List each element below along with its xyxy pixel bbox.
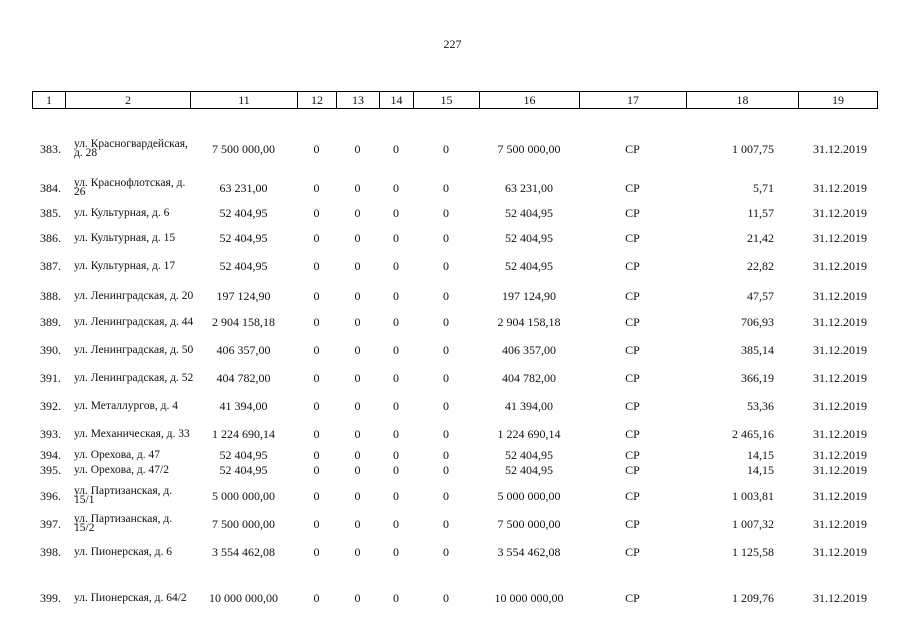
col-16-cell: 404 782,00 — [502, 370, 556, 385]
col-14-cell: 0 — [393, 288, 399, 303]
row-number: 397. — [40, 516, 61, 531]
col-17-cell: СР — [625, 180, 640, 195]
address-cell: ул. Ленинградская, д. 20 — [74, 289, 194, 302]
address-cell: ул. Ленинградская, д. 50 — [74, 343, 194, 356]
col-13-cell: 0 — [354, 516, 361, 531]
col-17-cell: СР — [625, 314, 640, 329]
col-18-cell: 1 003,81 — [732, 488, 774, 503]
col-14-cell: 0 — [393, 230, 399, 245]
table-row — [32, 226, 877, 250]
col-11-cell: 41 394,00 — [219, 398, 268, 413]
col-15-cell: 0 — [443, 230, 449, 245]
col-18-cell: 1 007,75 — [732, 141, 774, 156]
col-11-cell: 3 554 462,08 — [212, 544, 275, 559]
col-15-cell: 0 — [443, 370, 449, 385]
col-12-cell: 0 — [313, 426, 320, 441]
col-17-cell: СР — [625, 516, 640, 531]
col-15-cell: 0 — [443, 447, 449, 462]
col-11-cell: 52 404,95 — [219, 462, 268, 477]
col-19-cell: 31.12.2019 — [813, 258, 867, 273]
address-cell: ул. Партизанская, д. 15/2 — [74, 513, 173, 534]
table-row — [32, 482, 877, 510]
col-12-cell: 0 — [313, 590, 320, 605]
col-17-cell: СР — [625, 342, 640, 357]
col-11-cell: 7 500 000,00 — [212, 141, 275, 156]
row-number: 393. — [40, 426, 61, 441]
address-cell: ул. Краснофлотская, д. 26 — [74, 177, 186, 198]
col-13-cell: 0 — [354, 141, 361, 156]
col-13-cell: 0 — [354, 488, 361, 503]
address-cell: ул. Партизанская, д. 15/1 — [74, 485, 173, 506]
col-14-cell: 0 — [393, 258, 399, 273]
col-13-cell: 0 — [354, 398, 361, 413]
col-14-cell: 0 — [393, 488, 399, 503]
address-cell: ул. Ленинградская, д. 52 — [74, 371, 194, 384]
col-17-cell: СР — [625, 488, 640, 503]
col-19-cell: 31.12.2019 — [813, 426, 867, 441]
col-18-cell: 1 007,32 — [732, 516, 774, 531]
col-15-cell: 0 — [443, 590, 449, 605]
table-row — [32, 463, 877, 477]
row-number: 392. — [40, 398, 61, 413]
col-18-cell: 47,57 — [747, 288, 774, 303]
col-11-cell: 63 231,00 — [219, 180, 268, 195]
column-header: 14 — [380, 92, 414, 109]
col-18-cell: 14,15 — [747, 462, 774, 477]
col-19-cell: 31.12.2019 — [813, 314, 867, 329]
col-12-cell: 0 — [313, 230, 320, 245]
col-17-cell: СР — [625, 141, 640, 156]
address-cell: ул. Культурная, д. 6 — [74, 206, 170, 219]
col-18-cell: 14,15 — [747, 447, 774, 462]
col-15-cell: 0 — [443, 258, 449, 273]
table-row — [32, 308, 877, 336]
col-16-cell: 5 000 000,00 — [497, 488, 561, 503]
col-14-cell: 0 — [393, 426, 399, 441]
row-number: 395. — [40, 462, 61, 477]
col-11-cell: 52 404,95 — [219, 205, 268, 220]
column-header: 12 — [298, 92, 337, 109]
col-15-cell: 0 — [443, 488, 449, 503]
col-12-cell: 0 — [313, 488, 320, 503]
col-18-cell: 21,42 — [747, 230, 774, 245]
col-16-cell: 406 357,00 — [502, 342, 556, 357]
column-header: 1 — [33, 92, 66, 109]
column-header: 13 — [337, 92, 380, 109]
col-13-cell: 0 — [354, 314, 361, 329]
col-19-cell: 31.12.2019 — [813, 230, 867, 245]
col-17-cell: СР — [625, 288, 640, 303]
row-number: 391. — [40, 370, 61, 385]
col-15-cell: 0 — [443, 342, 449, 357]
col-15-cell: 0 — [443, 288, 449, 303]
address-cell: ул. Орехова, д. 47 — [74, 448, 161, 461]
table-row — [32, 205, 877, 221]
table-row — [32, 392, 877, 420]
col-17-cell: СР — [625, 230, 640, 245]
col-13-cell: 0 — [354, 205, 361, 220]
row-number: 387. — [40, 258, 61, 273]
col-14-cell: 0 — [393, 370, 399, 385]
table-row — [32, 282, 877, 310]
table-row — [32, 510, 877, 538]
col-12-cell: 0 — [313, 447, 320, 462]
col-19-cell: 31.12.2019 — [813, 141, 867, 156]
col-17-cell: СР — [625, 544, 640, 559]
col-19-cell: 31.12.2019 — [813, 447, 867, 462]
row-number: 386. — [40, 230, 61, 245]
row-number: 389. — [40, 314, 61, 329]
row-number: 394. — [40, 447, 61, 462]
address-cell: ул. Механическая, д. 33 — [74, 427, 190, 440]
col-14-cell: 0 — [393, 398, 399, 413]
col-14-cell: 0 — [393, 590, 399, 605]
col-16-cell: 52 404,95 — [505, 462, 553, 477]
col-16-cell: 197 124,90 — [502, 288, 556, 303]
col-16-cell: 1 224 690,14 — [497, 426, 561, 441]
col-16-cell: 52 404,95 — [505, 258, 553, 273]
col-16-cell: 52 404,95 — [505, 447, 553, 462]
col-16-cell: 3 554 462,08 — [497, 544, 561, 559]
col-18-cell: 22,82 — [747, 258, 774, 273]
col-11-cell: 52 404,95 — [219, 447, 268, 462]
col-15-cell: 0 — [443, 516, 449, 531]
col-14-cell: 0 — [393, 314, 399, 329]
col-12-cell: 0 — [313, 370, 320, 385]
col-16-cell: 52 404,95 — [505, 230, 553, 245]
table-row — [32, 448, 877, 462]
row-number: 390. — [40, 342, 61, 357]
col-12-cell: 0 — [313, 258, 320, 273]
address-cell: ул. Орехова, д. 47/2 — [74, 463, 169, 476]
column-header: 11 — [191, 92, 298, 109]
column-header-row — [33, 92, 878, 109]
col-11-cell: 52 404,95 — [219, 258, 268, 273]
table-row — [32, 538, 877, 566]
col-15-cell: 0 — [443, 426, 449, 441]
address-cell: ул. Культурная, д. 15 — [74, 231, 176, 244]
page-number: 227 — [443, 37, 462, 51]
col-17-cell: СР — [625, 398, 640, 413]
col-19-cell: 31.12.2019 — [813, 205, 867, 220]
col-17-cell: СР — [625, 590, 640, 605]
table-row — [32, 364, 877, 392]
col-13-cell: 0 — [354, 258, 361, 273]
col-19-cell: 31.12.2019 — [813, 462, 867, 477]
address-cell: ул. Пионерская, д. 64/2 — [74, 591, 187, 604]
col-15-cell: 0 — [443, 544, 449, 559]
col-14-cell: 0 — [393, 462, 399, 477]
column-header: 17 — [580, 92, 687, 109]
col-12-cell: 0 — [313, 180, 320, 195]
col-11-cell: 7 500 000,00 — [212, 516, 275, 531]
col-12-cell: 0 — [313, 516, 320, 531]
col-16-cell: 7 500 000,00 — [497, 141, 561, 156]
col-14-cell: 0 — [393, 447, 399, 462]
col-15-cell: 0 — [443, 462, 449, 477]
col-14-cell: 0 — [393, 205, 399, 220]
col-14-cell: 0 — [393, 180, 399, 195]
column-header: 19 — [799, 92, 878, 109]
col-13-cell: 0 — [354, 342, 361, 357]
col-13-cell: 0 — [354, 447, 361, 462]
column-header: 15 — [414, 92, 480, 109]
col-11-cell: 10 000 000,00 — [209, 590, 278, 605]
col-18-cell: 5,71 — [753, 180, 774, 195]
row-number: 396. — [40, 488, 61, 503]
column-header: 18 — [687, 92, 799, 109]
col-13-cell: 0 — [354, 288, 361, 303]
col-15-cell: 0 — [443, 180, 449, 195]
col-12-cell: 0 — [313, 342, 320, 357]
col-18-cell: 11,57 — [747, 205, 774, 220]
col-12-cell: 0 — [313, 398, 320, 413]
row-number: 385. — [40, 205, 61, 220]
col-15-cell: 0 — [443, 205, 449, 220]
col-13-cell: 0 — [354, 462, 361, 477]
col-11-cell: 197 124,90 — [216, 288, 271, 303]
col-15-cell: 0 — [443, 314, 449, 329]
col-11-cell: 2 904 158,18 — [212, 314, 275, 329]
col-17-cell: СР — [625, 462, 640, 477]
col-12-cell: 0 — [313, 205, 320, 220]
col-19-cell: 31.12.2019 — [813, 488, 867, 503]
table-row — [32, 252, 877, 280]
col-19-cell: 31.12.2019 — [813, 342, 867, 357]
col-13-cell: 0 — [354, 426, 361, 441]
col-17-cell: СР — [625, 258, 640, 273]
row-number: 399. — [40, 590, 61, 605]
col-19-cell: 31.12.2019 — [813, 590, 867, 605]
col-11-cell: 52 404,95 — [219, 230, 268, 245]
col-14-cell: 0 — [393, 342, 399, 357]
col-12-cell: 0 — [313, 314, 320, 329]
col-12-cell: 0 — [313, 288, 320, 303]
col-16-cell: 2 904 158,18 — [497, 314, 561, 329]
col-16-cell: 10 000 000,00 — [494, 590, 564, 605]
col-18-cell: 385,14 — [741, 342, 774, 357]
col-15-cell: 0 — [443, 141, 449, 156]
col-16-cell: 63 231,00 — [505, 180, 553, 195]
col-11-cell: 406 357,00 — [216, 342, 271, 357]
col-18-cell: 706,93 — [741, 314, 774, 329]
col-11-cell: 5 000 000,00 — [212, 488, 275, 503]
col-14-cell: 0 — [393, 516, 399, 531]
col-14-cell: 0 — [393, 141, 399, 156]
address-cell: ул. Культурная, д. 17 — [74, 259, 176, 272]
col-17-cell: СР — [625, 205, 640, 220]
row-number: 383. — [40, 141, 61, 156]
col-19-cell: 31.12.2019 — [813, 288, 867, 303]
col-11-cell: 404 782,00 — [216, 370, 271, 385]
table-row — [32, 135, 877, 163]
col-18-cell: 1 209,76 — [732, 590, 774, 605]
col-13-cell: 0 — [354, 230, 361, 245]
col-18-cell: 1 125,58 — [732, 544, 774, 559]
col-18-cell: 53,36 — [747, 398, 774, 413]
col-12-cell: 0 — [313, 462, 320, 477]
col-19-cell: 31.12.2019 — [813, 544, 867, 559]
col-18-cell: 366,19 — [741, 370, 774, 385]
col-19-cell: 31.12.2019 — [813, 516, 867, 531]
col-12-cell: 0 — [313, 544, 320, 559]
col-18-cell: 2 465,16 — [732, 426, 774, 441]
col-17-cell: СР — [625, 447, 640, 462]
address-cell: ул. Красногвардейская, д. 28 — [74, 138, 188, 159]
row-number: 388. — [40, 288, 61, 303]
col-13-cell: 0 — [354, 180, 361, 195]
col-17-cell: СР — [625, 426, 640, 441]
col-16-cell: 52 404,95 — [505, 205, 553, 220]
table-row — [32, 174, 877, 202]
column-header-table — [32, 91, 878, 109]
table-row — [32, 584, 877, 612]
row-number: 384. — [40, 180, 61, 195]
column-header: 2 — [66, 92, 191, 109]
row-number: 398. — [40, 544, 61, 559]
col-13-cell: 0 — [354, 544, 361, 559]
col-15-cell: 0 — [443, 398, 449, 413]
address-cell: ул. Пионерская, д. 6 — [74, 545, 172, 558]
col-19-cell: 31.12.2019 — [813, 180, 867, 195]
col-14-cell: 0 — [393, 544, 399, 559]
col-12-cell: 0 — [313, 141, 320, 156]
col-13-cell: 0 — [354, 590, 361, 605]
col-19-cell: 31.12.2019 — [813, 370, 867, 385]
col-16-cell: 7 500 000,00 — [497, 516, 561, 531]
col-13-cell: 0 — [354, 370, 361, 385]
col-19-cell: 31.12.2019 — [813, 398, 867, 413]
address-cell: ул. Металлургов, д. 4 — [74, 399, 178, 412]
table-row — [32, 420, 877, 448]
col-17-cell: СР — [625, 370, 640, 385]
address-cell: ул. Ленинградская, д. 44 — [74, 315, 194, 328]
table-row — [32, 336, 877, 364]
col-16-cell: 41 394,00 — [505, 398, 553, 413]
column-header: 16 — [480, 92, 580, 109]
col-11-cell: 1 224 690,14 — [212, 426, 275, 441]
